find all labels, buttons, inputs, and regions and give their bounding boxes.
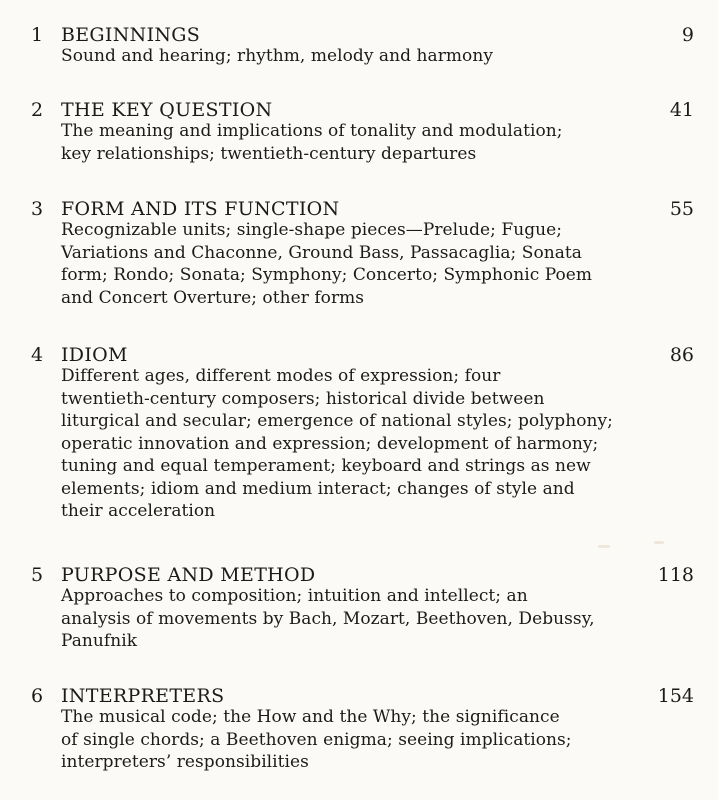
description-line: analysis of movements by Bach, Mozart, Beethoven, Debussy,	[61, 608, 595, 629]
chapter-number: 6	[31, 685, 44, 707]
description-line: their acceleration	[61, 501, 216, 521]
description-line: form; Rondo; Sonata; Symphony; Concerto; Symphonic Poem	[61, 265, 593, 285]
chapter-number: 2	[31, 99, 44, 121]
description-line: operatic innovation and expression; development of harmony;	[61, 433, 599, 454]
description-line: Recognizable units; single-shape pieces—Prelude; Fugue;	[61, 220, 563, 240]
chapter-page-number: 41	[669, 99, 694, 121]
description-line: Approaches to composition; intuition and intellect; an	[61, 586, 528, 606]
description-line: twentieth-century composers; historical divide between	[61, 388, 545, 409]
description-line: and Concert Overture; other forms	[61, 287, 365, 308]
chapter-title: IDIOM	[61, 344, 128, 366]
chapter-description	[61, 219, 701, 309]
description-line: liturgical and secular; emergence of national styles; polyphony;	[61, 411, 613, 431]
chapter-page-number: 55	[669, 198, 694, 220]
paper-speck	[598, 545, 610, 548]
description-line: key relationships; twentieth-century departures	[61, 143, 477, 164]
chapter-page-number: 118	[657, 564, 694, 586]
description-line: Sound and hearing; rhythm, melody and harmony	[61, 46, 493, 66]
chapter-number: 3	[31, 198, 44, 220]
chapter-number: 4	[31, 344, 44, 366]
chapter-description	[61, 585, 701, 653]
paper-speck	[654, 541, 664, 544]
chapter-title: FORM AND ITS FUNCTION	[61, 198, 340, 220]
description-line: interpreters’ responsibilities	[61, 752, 309, 772]
description-line: Panufnik	[61, 631, 138, 651]
chapter-title: BEGINNINGS	[61, 24, 201, 46]
chapter-number: 5	[31, 564, 44, 586]
chapter-description	[61, 365, 701, 523]
description-line: The musical code; the How and the Why; the significance	[61, 707, 560, 727]
description-line: elements; idiom and medium interact; changes of style and	[61, 478, 575, 499]
chapter-page-number: 9	[681, 24, 694, 46]
description-line: Variations and Chaconne, Ground Bass, Passacaglia; Sonata	[61, 242, 582, 263]
chapter-page-number: 154	[657, 685, 694, 707]
chapter-description	[61, 120, 701, 165]
chapter-description	[61, 45, 701, 68]
chapter-number: 1	[31, 24, 44, 46]
description-line: tuning and equal temperament; keyboard and strings as new	[61, 456, 591, 476]
chapter-title: PURPOSE AND METHOD	[61, 564, 316, 586]
chapter-description	[61, 706, 701, 774]
chapter-page-number: 86	[669, 344, 694, 366]
description-line: The meaning and implications of tonality and modulation;	[61, 121, 563, 141]
description-line: Different ages, different modes of expression; four	[61, 366, 501, 386]
chapter-title: INTERPRETERS	[61, 685, 225, 707]
chapter-title: THE KEY QUESTION	[61, 99, 273, 121]
description-line: of single chords; a Beethoven enigma; seeing implications;	[61, 729, 572, 750]
